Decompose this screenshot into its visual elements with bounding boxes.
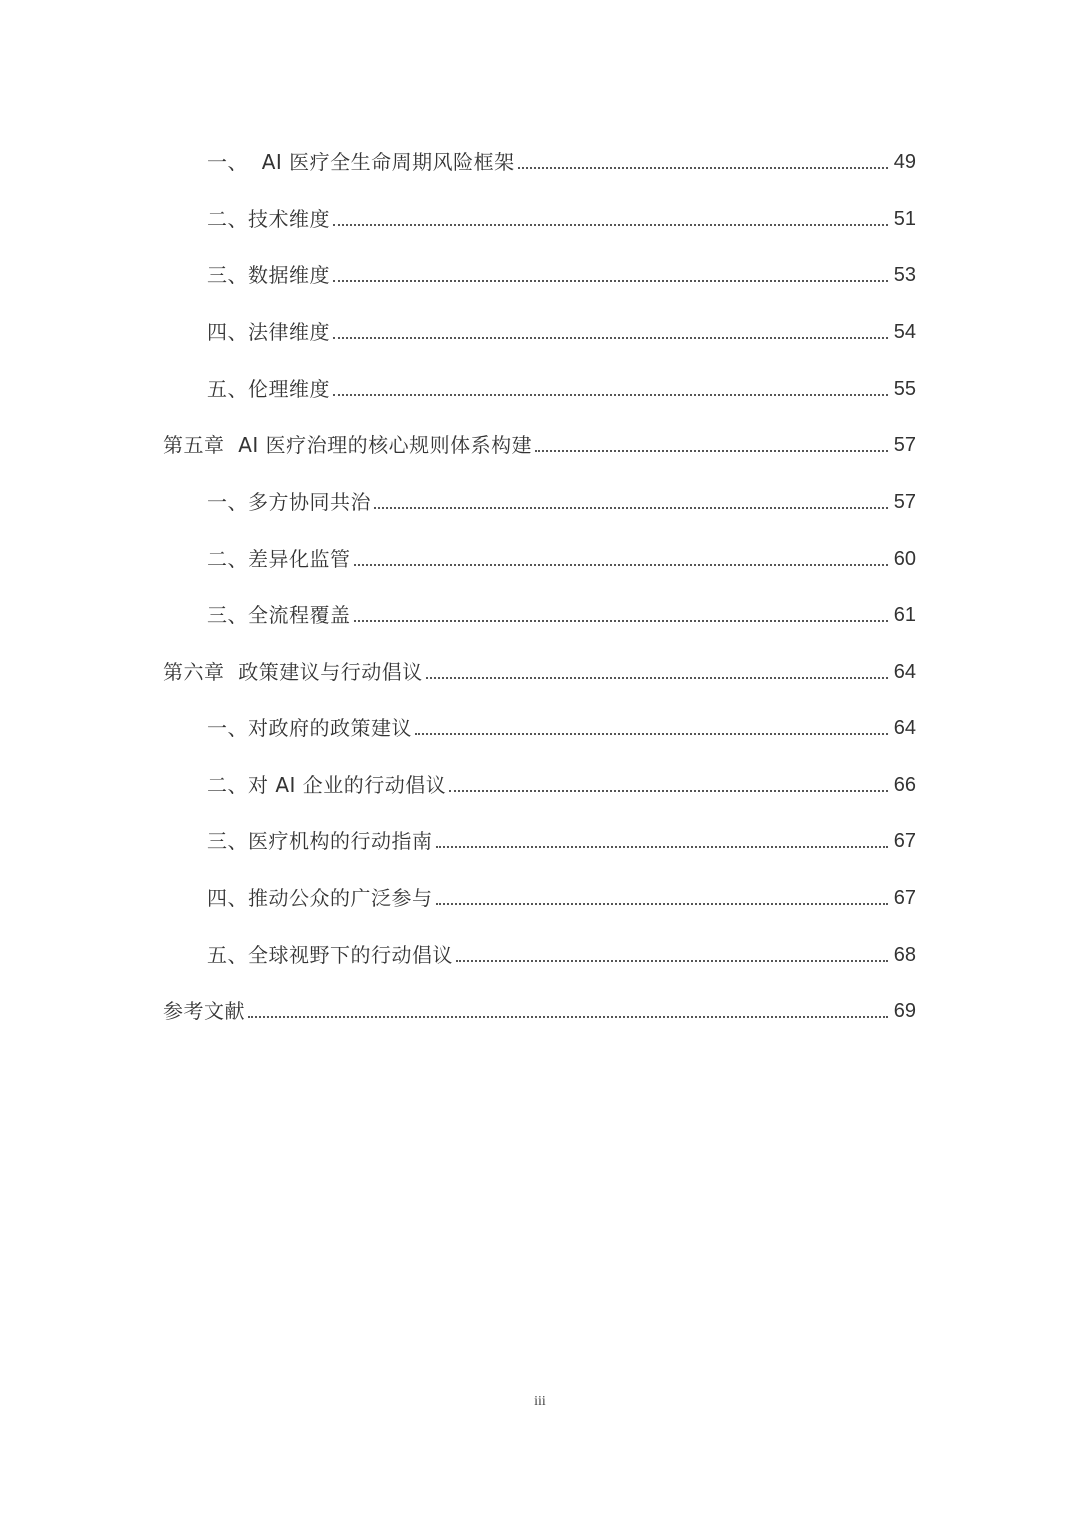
dot-leader xyxy=(535,450,888,452)
toc-entry-label: 第六章 政策建议与行动倡议 xyxy=(163,660,423,684)
toc-entry-label: 二、对 AI 企业的行动倡议 xyxy=(207,773,447,797)
toc-entry-label: 三、全流程覆盖 xyxy=(207,603,351,627)
dot-leader xyxy=(456,960,888,962)
dot-leader xyxy=(248,1016,888,1018)
toc-entry-label: 三、医疗机构的行动指南 xyxy=(207,829,433,853)
toc-entry-page: 69 xyxy=(893,1000,916,1022)
toc-entry[interactable] xyxy=(207,368,916,402)
dot-leader xyxy=(333,224,888,226)
toc-entry-page: 57 xyxy=(893,434,916,456)
dot-leader xyxy=(415,733,888,735)
toc-entry[interactable] xyxy=(207,707,916,741)
toc-entry-page: 64 xyxy=(893,717,916,739)
toc-entry-label: 二、技术维度 xyxy=(207,207,330,231)
dot-leader xyxy=(436,846,889,848)
dot-leader xyxy=(354,620,889,622)
toc-entry-page: 61 xyxy=(893,604,916,626)
toc-entry-label: 四、推动公众的广泛参与 xyxy=(207,886,433,910)
toc-entry-page: 53 xyxy=(893,264,916,286)
page-number: iii xyxy=(534,1394,546,1409)
toc-entry[interactable] xyxy=(207,538,916,572)
toc-entry-label: 三、数据维度 xyxy=(207,263,330,287)
toc-entry-label: 第五章 AI 医疗治理的核心规则体系构建 xyxy=(163,433,533,457)
dot-leader xyxy=(333,394,888,396)
toc-entry-label: 二、差异化监管 xyxy=(207,547,351,571)
toc-entry-page: 68 xyxy=(893,944,916,966)
toc-entry[interactable] xyxy=(207,877,916,911)
dot-leader xyxy=(333,337,888,339)
dot-leader xyxy=(426,677,888,679)
dot-leader xyxy=(436,903,889,905)
toc-entry[interactable] xyxy=(207,934,916,968)
toc-entry[interactable] xyxy=(207,481,916,515)
toc-entry-label: 一、 AI 医疗全生命周期风险框架 xyxy=(207,150,515,174)
toc-entry-page: 60 xyxy=(893,548,916,570)
toc-entry[interactable] xyxy=(207,820,916,854)
dot-leader xyxy=(449,790,888,792)
toc-entry-page: 54 xyxy=(893,321,916,343)
toc-chapter-entry[interactable] xyxy=(163,990,916,1024)
toc-entry-page: 57 xyxy=(893,491,916,513)
toc-entry-page: 55 xyxy=(893,378,916,400)
toc-entry-page: 67 xyxy=(893,830,916,852)
toc-entry-page: 64 xyxy=(893,661,916,683)
dot-leader xyxy=(374,507,888,509)
toc-entry-label: 五、伦理维度 xyxy=(207,377,330,401)
toc-entry-label: 五、全球视野下的行动倡议 xyxy=(207,943,453,967)
toc-entry-page: 66 xyxy=(893,774,916,796)
toc-entry[interactable] xyxy=(207,198,916,232)
toc-entry-page: 67 xyxy=(893,887,916,909)
toc-entry-label: 一、对政府的政策建议 xyxy=(207,716,412,740)
toc-entry-page: 51 xyxy=(893,208,916,230)
toc-entry-label: 一、多方协同共治 xyxy=(207,490,371,514)
toc-chapter-entry[interactable] xyxy=(163,651,916,685)
toc-entry[interactable] xyxy=(207,254,916,288)
dot-leader xyxy=(333,280,888,282)
toc-entry[interactable] xyxy=(207,594,916,628)
dot-leader xyxy=(518,167,888,169)
toc-entry[interactable] xyxy=(207,141,916,175)
toc-entry[interactable] xyxy=(207,764,916,798)
toc-entry-label: 参考文献 xyxy=(163,999,245,1023)
toc-entry-page: 49 xyxy=(893,151,916,173)
dot-leader xyxy=(354,564,889,566)
toc-chapter-entry[interactable] xyxy=(163,424,916,458)
toc-entry-label: 四、法律维度 xyxy=(207,320,330,344)
toc-entry[interactable] xyxy=(207,311,916,345)
